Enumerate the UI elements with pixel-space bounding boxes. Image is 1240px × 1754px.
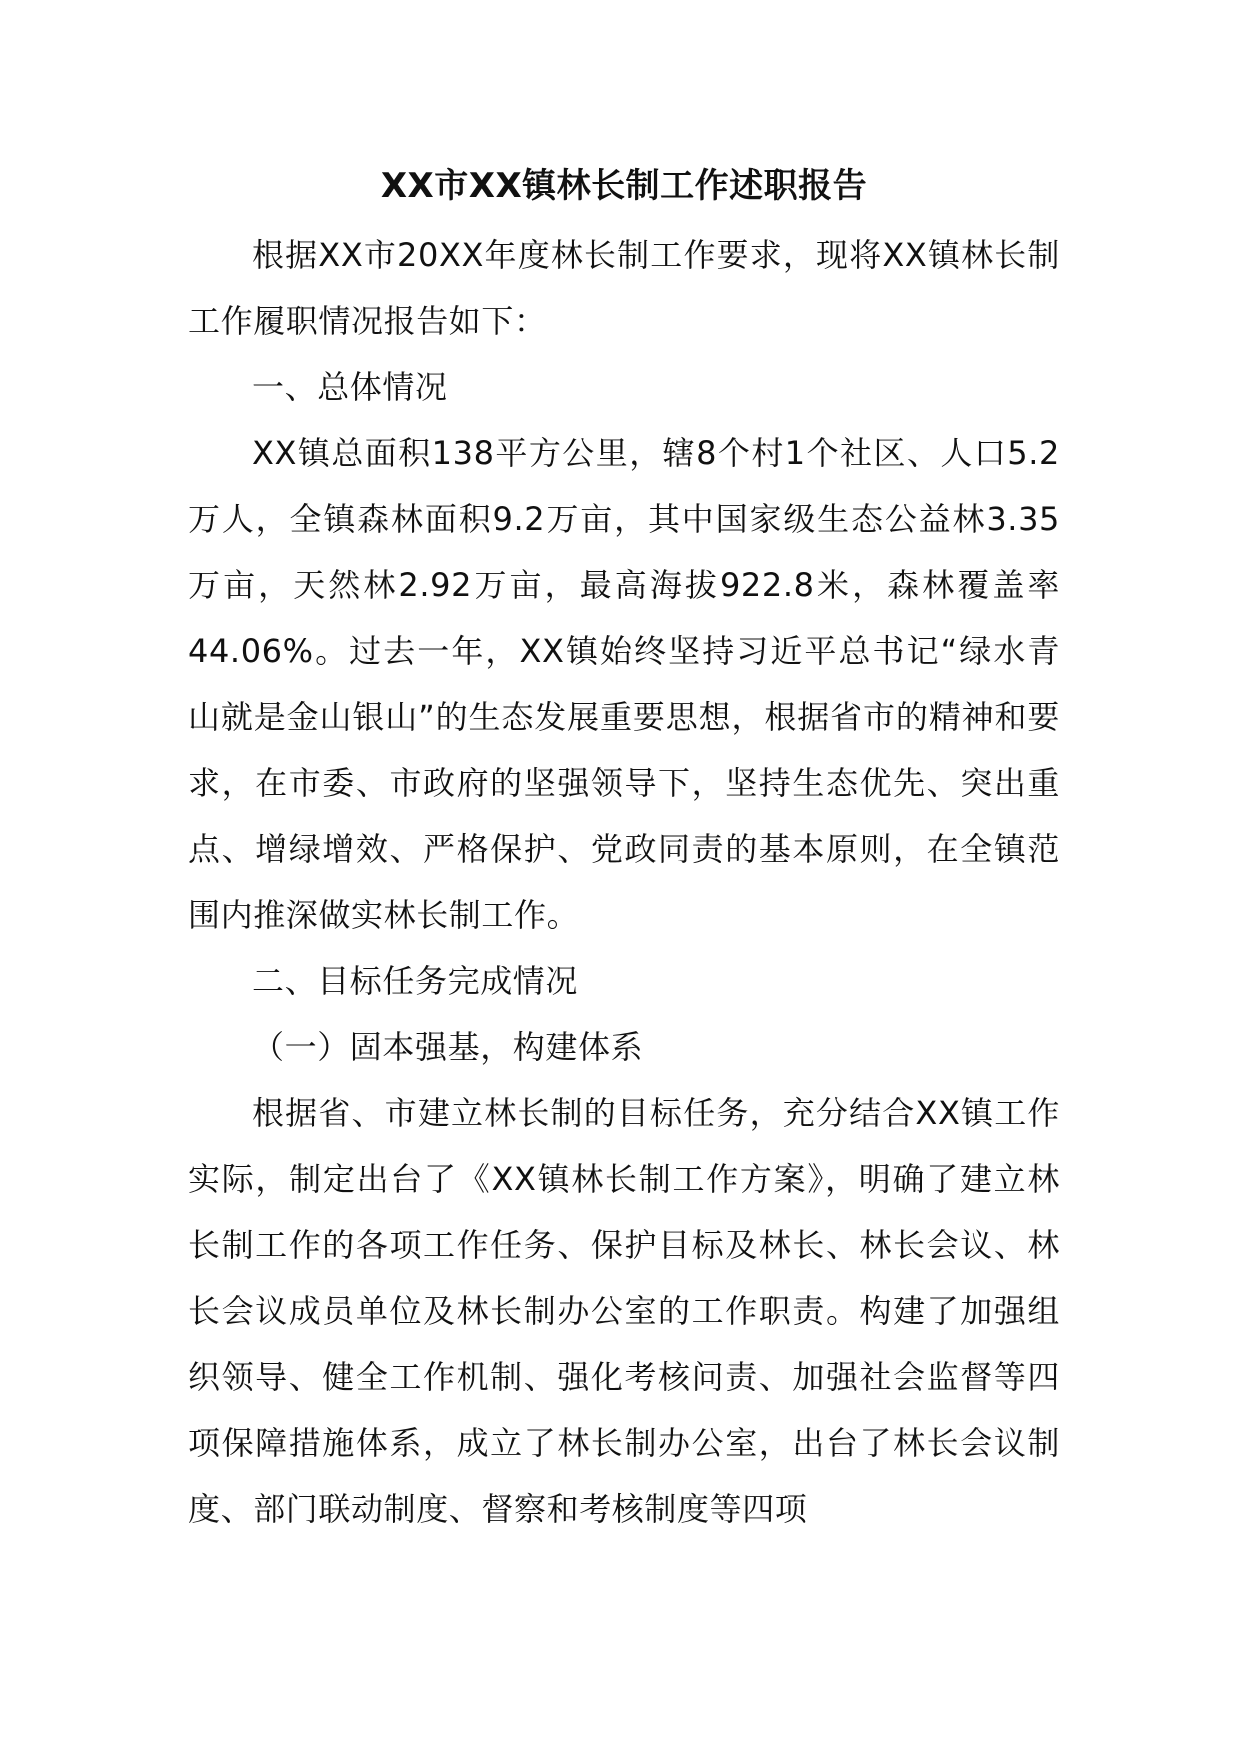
paragraph-foundation: 根据省、市建立林长制的目标任务，充分结合XX镇工作实际，制定出台了《XX镇林长制工作方案》，明确了建立林长制工作的各项工作任务、保护目标及林长、林长会议、林长会议成员单位及林长制办公室的工作职责。构建了加强组织领导、健全工作机制、强化考核问责、加强社会监督等四项保障措施体系，成立了林长制办公室，出台了林长会议制度、部门联动制度、督察和考核制度等四项	[188, 1094, 1060, 1528]
paragraph-intro: 根据XX市20XX年度林长制工作要求，现将XX镇林长制工作履职情况报告如下：	[188, 236, 1060, 340]
subsection-heading-foundation: （一）固本强基，构建体系	[252, 1028, 644, 1066]
document-body	[188, 150, 1060, 1542]
section-heading-targets: 二、目标任务完成情况	[252, 962, 579, 1000]
section-heading-overview: 一、总体情况	[252, 368, 448, 406]
document-title: XX市XX镇林长制工作述职报告	[380, 166, 868, 206]
paragraph-overview: XX镇总面积138平方公里，辖8个村1个社区、人口5.2万人，全镇森林面积9.2万亩，其中国家级生态公益林3.35万亩，天然林2.92万亩，最高海拔922.8米，森林覆盖率44.06%。过去一年，XX镇始终坚持习近平总书记“绿水青山就是金山银山”的生态发展重要思想，根据省市的精神和要求，在市委、市政府的坚强领导下，坚持生态优先、突出重点、增绿增效、严格保护、党政同责的基本原则，在全镇范围内推深做实林长制工作。	[188, 434, 1060, 934]
